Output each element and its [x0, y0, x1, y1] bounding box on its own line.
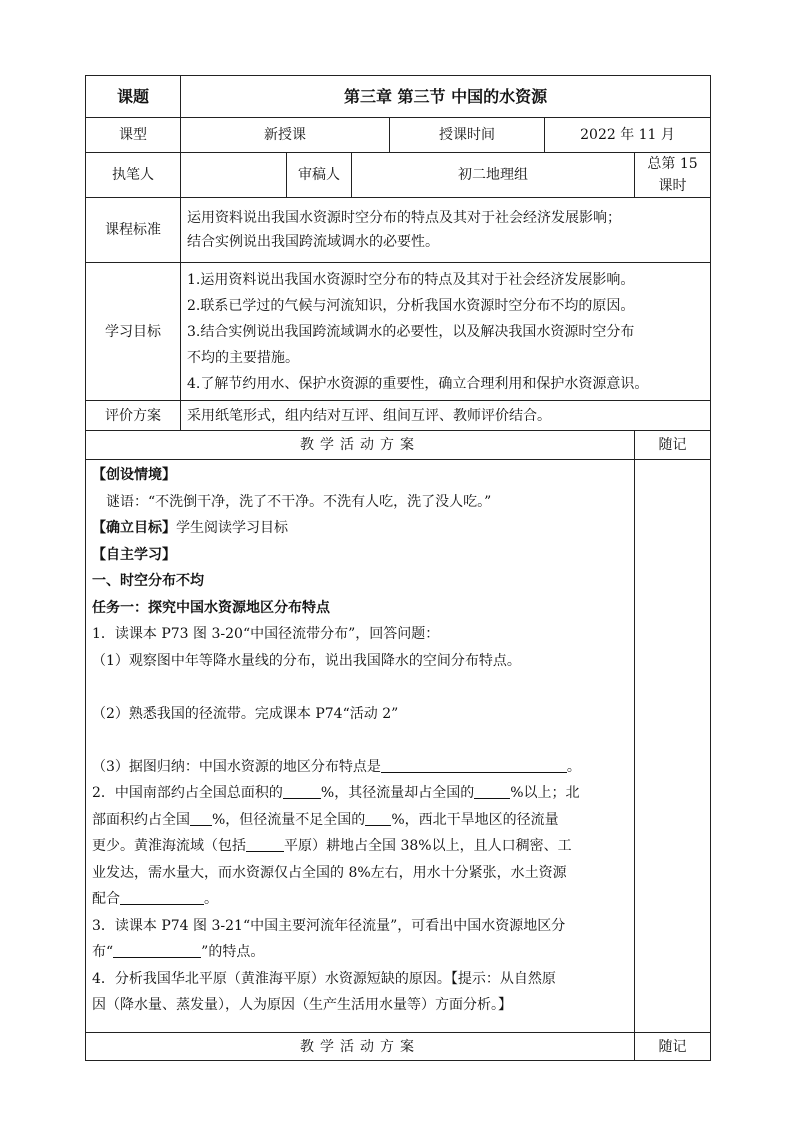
question-4-line: 因（降水量、蒸发量），人为原因（生产生活用水量等）方面分析。】: [92, 997, 512, 1013]
total-lessons: 总第 15 课时: [635, 153, 711, 198]
author-row: [86, 153, 711, 198]
standard-line: 结合实例说出我国跨流域调水的必要性。: [187, 234, 439, 250]
fill-blank[interactable]: [365, 809, 391, 826]
question-2-line: 业发达，需水量大，而水资源仅占全国的 8%左右，用水十分紧张，水土资源: [92, 864, 567, 881]
type-row: [86, 118, 711, 153]
question-4-line: 4．分析我国华北平原（黄淮海平原）水资源短缺的原因。【提示：从自然原: [92, 970, 556, 987]
plan-header: 教学活动方案: [86, 431, 635, 460]
activity-content: [86, 460, 635, 1033]
fill-blank[interactable]: [381, 756, 567, 773]
question-2-text: 更少。黄淮海流域（包括: [92, 838, 246, 854]
question-2-text: %以上；北: [510, 785, 580, 801]
situation-heading: 【创设情境】: [92, 467, 176, 483]
topic-row: [86, 76, 711, 118]
goal-line: 1.运用资料说出我国水资源时空分布的特点及其对于社会经济发展影响。: [187, 271, 635, 288]
question-3-line: [92, 939, 630, 966]
goals-content: [181, 263, 711, 401]
goal-line: 不均的主要措施。: [187, 349, 299, 366]
question-2-text: 平原）耕地占全国 38%以上，且人口稠密、工: [284, 838, 572, 854]
eval-value: 采用纸笔形式，组内结对互评、组间互评、教师评价结合。: [181, 401, 711, 431]
section-heading: 一、时空分布不均: [92, 573, 204, 589]
question-1-2: （2）熟悉我国的径流带。完成课本 P74“活动 2”: [92, 705, 399, 722]
fill-blank[interactable]: [113, 941, 201, 958]
plan-header-row: [86, 431, 711, 460]
notes-column: [635, 460, 711, 1033]
standard-label: 课程标准: [86, 198, 181, 263]
fill-blank[interactable]: [190, 809, 212, 826]
standard-row: [86, 198, 711, 263]
type-label: 课型: [86, 118, 181, 153]
task-heading: 任务一：探究中国水资源地区分布特点: [92, 599, 330, 616]
self-study-heading: 【自主学习】: [92, 546, 176, 563]
topic-label: 课题: [86, 76, 181, 118]
question-1-3-text: （3）据图归纳：中国水资源的地区分布特点是: [92, 758, 381, 775]
question-2-text: 。: [204, 891, 218, 907]
question-2-text: 部面积约占全国: [92, 811, 190, 828]
question-3-line: 3．读课本 P74 图 3-21“中国主要河流年径流量”，可看出中国水资源地区分: [92, 917, 566, 934]
author-label: 执笔人: [86, 153, 181, 198]
question-2-line: [92, 780, 630, 807]
fill-blank[interactable]: [283, 782, 321, 799]
standard-line: 运用资料说出我国水资源时空分布的特点及其对于社会经济发展影响；: [187, 210, 621, 226]
question-3-text: ”的特点。: [201, 944, 265, 960]
topic-value: 第三章 第三节 中国的水资源: [181, 76, 711, 118]
fill-blank[interactable]: [246, 835, 284, 852]
lesson-plan-page: [85, 75, 710, 1061]
target-text: 学生阅读学习目标: [176, 520, 288, 536]
question-2-text: %，西北干旱地区的径流量: [391, 811, 559, 828]
target-heading: 【确立目标】: [92, 520, 176, 536]
time-label: 授课时间: [390, 118, 545, 153]
goal-line: 3.结合实例说出我国跨流域调水的必要性，以及解决我国水资源时空分布: [187, 323, 635, 340]
answer-space: [92, 727, 630, 754]
question-2-text: 2．中国南部约占全国总面积的: [92, 785, 283, 801]
plan-footer-header: 教学活动方案: [86, 1033, 635, 1061]
goals-label: 学习目标: [86, 263, 181, 401]
question-3-text: 布“: [92, 944, 114, 960]
fill-blank[interactable]: [120, 888, 204, 905]
eval-label: 评价方案: [86, 401, 181, 431]
goal-line: 2.联系已学过的气候与河流知识，分析我国水资源时空分布不均的原因。: [187, 297, 635, 314]
eval-row: [86, 401, 711, 431]
lesson-plan-table: [85, 75, 711, 1061]
question-2-line: [92, 886, 630, 913]
notes-header: 随记: [635, 431, 711, 460]
question-1-1: （1）观察图中年等降水量线的分布，说出我国降水的空间分布特点。: [92, 652, 521, 669]
target-line: [92, 515, 630, 542]
question-2-line: [92, 833, 630, 860]
activity-body-row: [86, 460, 711, 1033]
question-1: 1．读课本 P73 图 3-20“中国径流带分布”，回答问题：: [92, 626, 440, 642]
reviewer-value: 初二地理组: [352, 153, 635, 198]
riddle-text: 谜语：“不洗倒干净，洗了不干净。不洗有人吃，洗了没人吃。”: [106, 493, 492, 510]
answer-space: [92, 674, 630, 701]
time-value: 2022 年 11 月: [545, 118, 711, 153]
fill-blank[interactable]: [474, 782, 510, 799]
question-2-text: %，其径流量却占全国的: [320, 785, 475, 801]
standard-content: [181, 198, 711, 263]
question-1-3-end: 。: [566, 758, 581, 775]
reviewer-label: 审稿人: [287, 153, 352, 198]
question-2-text: %，但径流量不足全国的: [212, 811, 366, 828]
question-1-3: [92, 754, 630, 781]
question-2-line: [92, 807, 630, 834]
question-2-text: 配合: [92, 891, 120, 907]
goal-line: 4.了解节约用水、保护水资源的重要性，确立合理利用和保护水资源意识。: [187, 375, 649, 392]
author-value: [181, 153, 287, 198]
goals-row: [86, 263, 711, 401]
notes-footer-header: 随记: [635, 1033, 711, 1061]
plan-footer-row: [86, 1033, 711, 1061]
type-value: 新授课: [181, 118, 390, 153]
